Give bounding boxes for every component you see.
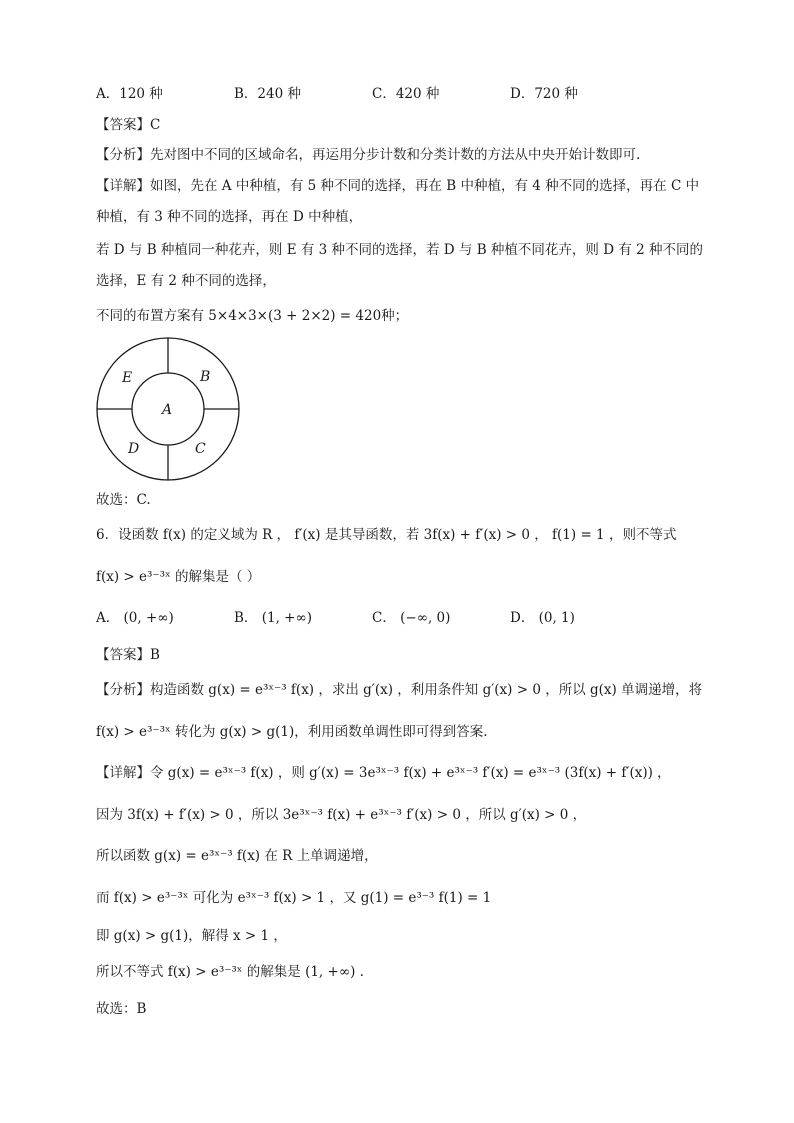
region-label-d: D <box>128 441 140 457</box>
q5-option-a: A．120 种 <box>96 86 163 102</box>
q6-detail-line: 因为 3f(x) + f′(x) > 0 ，所以 3e³ˣ⁻³ f(x) + e³ˣ⁻³ f′(x) > 0 ，所以 g′(x) > 0 ， <box>96 807 587 823</box>
region-label-a: A <box>162 402 173 418</box>
q6-analysis-line: f(x) > e³⁻³ˣ 转化为 g(x) > g(1)，利用函数单调性即可得到答案. <box>96 724 488 740</box>
region-label-e: E <box>122 370 133 386</box>
q5-detail-line: 不同的布置方案有 5×4×3×(3 + 2×2) = 420种； <box>96 308 409 324</box>
q5-detail-line: 若 D 与 B 种植同一种花卉，则 E 有 3 种不同的选择，若 D 与 B 种植不同花卉，则 D 有 2 种不同的 <box>96 242 704 258</box>
q6-detail-line: 所以不等式 f(x) > e³⁻³ˣ 的解集是 (1, +∞) . <box>96 964 364 980</box>
q6-detail-line: 即 g(x) > g(1)，解得 x > 1 ， <box>96 928 287 944</box>
q6-detail-line: 而 f(x) > e³⁻³ˣ 可化为 e³ˣ⁻³ f(x) > 1 ，又 g(1) = e³⁻³ f(1) = 1 <box>96 890 492 906</box>
q6-detail-line: 所以函数 g(x) = e³ˣ⁻³ f(x) 在 R 上单调递增， <box>96 848 378 864</box>
q5-conclusion: 故选：C. <box>96 492 151 508</box>
q6-option-c: C． (−∞, 0) <box>372 610 451 626</box>
q6-option-a: A． (0, +∞) <box>96 610 174 626</box>
q6-stem-line: f(x) > e³⁻³ˣ 的解集是（ ） <box>96 569 261 585</box>
q6-answer: 【答案】B <box>96 647 160 663</box>
q5-detail-line: 【详解】如图，先在 A 中种植，有 5 种不同的选择，再在 B 中种植，有 4 种不同的选择，再在 C 中 <box>96 178 700 194</box>
q5-detail-line: 选择，E 有 2 种不同的选择， <box>96 273 276 289</box>
q5-option-d: D．720 种 <box>510 86 578 102</box>
q6-option-d: D． (0, 1) <box>510 610 575 626</box>
q5-answer: 【答案】C <box>96 117 161 133</box>
q5-analysis: 【分析】先对图中不同的区域命名，再运用分步计数和分类计数的方法从中央开始计数即可. <box>96 147 641 163</box>
q6-conclusion: 故选：B <box>96 1001 147 1017</box>
q5-detail-line: 种植，有 3 种不同的选择，再在 D 中种植， <box>96 209 363 225</box>
region-label-b: B <box>200 369 211 385</box>
q6-analysis-line: 【分析】构造函数 g(x) = e³ˣ⁻³ f(x) ，求出 g′(x) ，利用条件知 g′(x) > 0 ，所以 g(x) 单调递增，将 <box>96 682 703 698</box>
q6-option-b: B． (1, +∞) <box>234 610 312 626</box>
q6-detail-line: 【详解】令 g(x) = e³ˣ⁻³ f(x) ，则 g′(x) = 3e³ˣ⁻³ f(x) + e³ˣ⁻³ f′(x) = e³ˣ⁻³ (3f(x) + f′(x)) ， <box>96 765 671 781</box>
q5-option-c: C．420 种 <box>372 86 440 102</box>
ring-diagram <box>94 335 242 483</box>
q5-option-b: B．240 种 <box>234 86 301 102</box>
region-label-c: C <box>195 441 206 457</box>
q6-stem-line: 6．设函数 f(x) 的定义域为 R ， f′(x) 是其导函数，若 3f(x) + f′(x) > 0 ， f(1) = 1 ，则不等式 <box>96 527 677 543</box>
